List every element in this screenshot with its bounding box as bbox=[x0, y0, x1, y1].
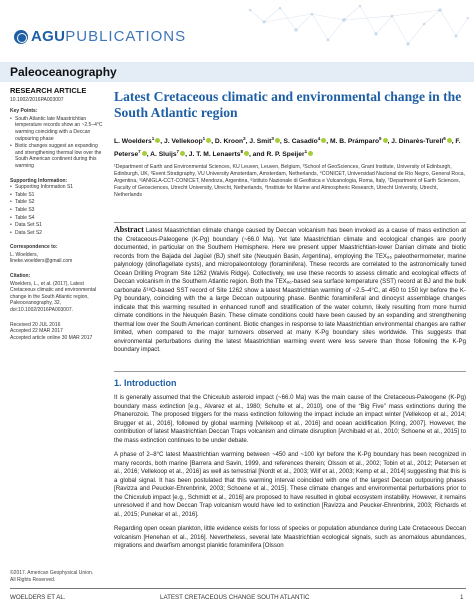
correspondence-name: L. Woelders, bbox=[10, 251, 38, 258]
author-affiliation-number: 4 bbox=[317, 136, 321, 141]
author-affiliation-number: 1 bbox=[304, 149, 308, 155]
abstract-label: Abstract bbox=[114, 225, 144, 234]
author-affiliation-number: 5 bbox=[379, 136, 382, 141]
globe-icon bbox=[14, 30, 28, 44]
author-affiliation-number: 1 bbox=[151, 136, 155, 141]
abstract bbox=[114, 226, 466, 355]
accepted-date: Accepted 22 MAR 2017 bbox=[10, 328, 63, 335]
affiliations: ¹Department of Earth and Environmental Sciences, KU Leuven, Leuven, Belgium, ²School of GeoSciences, Grant Institute, University of Edinburgh, Edinburgh, UK, ³Event Stratigraphy, VU University Amsterdam, Amsterdam, Netherlands, ⁴CONICET, Universidad Nacional de Río Negro, General Roca, Argentina, ⁵IANIGLA-CCT-CONICET, Mendoza, Argentina, ⁶Istituto Nazionale di Geofisica e Vulcanologia, Roma, Italy, ⁷Department of Earth Sciences, Faculty of Geosciences, Utrecht University, Utrecht, Netherlands, ⁸Institute for Marine and Atmospheric Research, Utrecht University, Utrecht, Netherlands bbox=[114, 164, 465, 199]
logo-suffix: PUBLICATIONS bbox=[65, 28, 187, 45]
key-point: • Biotic changes suggest an expanding and strengthening thermal low over the South American continent during this warming bbox=[10, 143, 104, 169]
agu-publications-logo bbox=[14, 28, 186, 45]
article-type: RESEARCH ARTICLE bbox=[10, 86, 87, 95]
supporting-item[interactable]: • Table S4 bbox=[10, 215, 104, 222]
author-name[interactable]: M. B. Prámparo bbox=[329, 138, 380, 146]
supporting-item[interactable]: • Supporting Information S1 bbox=[10, 184, 104, 191]
article-header bbox=[114, 82, 466, 199]
author-name[interactable]: L. Woelders bbox=[114, 138, 152, 146]
author-separator: , bbox=[146, 151, 151, 159]
received-date: Received 20 JUL 2016 bbox=[10, 321, 61, 328]
author-name[interactable]: J. Vellekoop bbox=[164, 138, 203, 146]
author-affiliation-number: 2 bbox=[243, 136, 246, 141]
article-title: Latest Cretaceous climatic and environmental change in the South Atlantic region bbox=[114, 89, 462, 120]
author-separator: , and bbox=[248, 151, 267, 159]
abstract-box bbox=[114, 222, 466, 372]
author-separator: , bbox=[326, 138, 330, 146]
author-separator: , bbox=[185, 151, 189, 159]
abstract-text: Latest Maastrichtian climate change caused by Deccan volcanism has been invoked as a cause of mass extinction at the Cretaceous-Paleogene (K-Pg) boundary (~66.0 Ma). Yet late Maastrichtian climate and ecological changes are poorly documented, in particular on the Southern Hemisphere. Here we present upper Maastrichtian-lower Danian climate and biotic records from the Bajada del Jagüel (BJ) shelf site (Neuquén Basin, Argentina), employing the TEX₈₆ paleothermometer, marine palynology (dinoflagellate cysts), and micropaleontology (foraminifera). These records are correlated to the astronomically tuned Ocean Drilling Program Site 1262 (Walvis Ridge). Collectively, we use these records to assess climatic and ecological effects of Deccan volcanism in the Southern Atlantic region. Both the TEX₈₆-based sea surface temperature (SST) record at BJ and the bulk carbonate δ¹⁸O-based SST record of Site 1262 show a latest Maastrichtian warming of ~2.5–4°C, at 450 to 150 kyr before the K-Pg boundary, coinciding with the a large Deccan outpouring phase. Benthic foraminiferal and dinocyst assemblage changes indicate that this warming resulted in enhanced runoff and stratification of the water column, likely resulting from more humid climate conditions in the Neuquén Basin. These climate conditions could have been caused by an expanding and strengthening thermal low over the South American continent. Biotic changes in response to late Maastrichtian environmental changes are rather limited, when compared to the major turnovers observed at many K-Pg boundary sites worldwide. This suggests that environmental perturbations during the latest Maastrichtian warming event were less severe than those following the K-Pg boundary impact. bbox=[114, 227, 466, 353]
author-affiliation-number: 6 bbox=[443, 136, 446, 141]
key-points-title: Key Points: bbox=[10, 108, 38, 115]
author-separator: , bbox=[211, 138, 215, 146]
paragraph: Regarding open ocean plankton, little evidence exists for loss of species or population abundance during Late Cretaceous Deccan volcanism [Henehan et al., 2016]. Nevertheless, several late Maastrichtian ecological signals, such as anomalous abundances, migrations and dwarfism amongst planktic foraminifera [Olsson bbox=[114, 525, 466, 549]
orcid-icon[interactable] bbox=[308, 151, 313, 156]
author-list bbox=[114, 134, 466, 160]
copyright-line: ©2017. American Geophysical Union. bbox=[10, 570, 94, 576]
author-name[interactable]: J. Smit bbox=[249, 138, 272, 146]
author-affiliation-number: 7 bbox=[138, 149, 141, 155]
author-name[interactable]: F. Peterse bbox=[114, 138, 461, 159]
article-sidebar bbox=[10, 88, 104, 341]
correspondence-email[interactable]: lineke.woelders@gmail.com bbox=[10, 258, 73, 265]
author-affiliation-number: 8 bbox=[240, 149, 243, 155]
citation-text: Woelders, L., et al. (2017), Latest Cretaceous climatic and environmental change in the South Atlantic region, Paleoceanography, 32, doi:10.1002/2016PA003007. bbox=[10, 280, 97, 314]
citation-title: Citation: bbox=[10, 273, 31, 280]
author-name[interactable]: D. Kroon bbox=[214, 138, 244, 146]
author-name[interactable]: J. T. M. Lenaerts bbox=[188, 151, 241, 159]
author-name[interactable]: S. Casadío bbox=[283, 138, 318, 146]
author-name[interactable]: J. Dinarès-Turell bbox=[391, 138, 444, 146]
paragraph: It is generally assumed that the Chicxulub asteroid impact (~66.0 Ma) was the main cause of the Cretaceous-Paleogene (K-Pg) boundary mass extinction [e.g., Alvarez et al., 1980; Schulte et al., 2010], one of the “Big Five” mass extinctions during the Phanerozoic. The proposed triggers for the mass extinction following the impact include an impact winter [Vellekoop et al., 2014; Brugger et al., 2016], followed by global warming [Vellekoop et al., 2016] and ocean acidification [Kring, 2007]. However, the contribution of latest Maastrichtian Deccan Traps volcanism and climate disruption [Archibald et al., 2010; Schoene et al., 2015] to the mass extinction continues to be under debate. bbox=[114, 394, 466, 444]
key-point: • South Atlantic late Maastrichtian temperature records show an ~2.5–4°C warming coinciding with a Deccan outpouring phase bbox=[10, 116, 104, 142]
correspondence-title: Correspondence to: bbox=[10, 244, 58, 251]
decorative-pattern bbox=[230, 0, 474, 58]
copyright bbox=[10, 570, 93, 583]
doi[interactable]: 10.1002/2016PA003007 bbox=[10, 96, 64, 103]
author-separator: , bbox=[387, 138, 392, 146]
author-affiliation-number: 7 bbox=[176, 149, 180, 155]
publisher-header bbox=[0, 0, 474, 62]
author-separator: , bbox=[245, 138, 250, 146]
author-separator: , bbox=[451, 138, 456, 146]
page-number: 1 bbox=[460, 594, 464, 601]
author-separator: , bbox=[160, 138, 165, 146]
supporting-info-list bbox=[10, 184, 104, 236]
copyright-line: All Rights Reserved. bbox=[10, 576, 56, 583]
introduction-section bbox=[114, 378, 466, 557]
footer-authors: WOELDERS ET AL. bbox=[10, 594, 66, 601]
author-name[interactable]: A. Sluijs bbox=[150, 151, 177, 159]
supporting-item[interactable]: • Table S2 bbox=[10, 199, 104, 206]
supporting-item[interactable]: • Table S1 bbox=[10, 192, 104, 199]
online-date: Accepted article online 30 MAR 2017 bbox=[10, 334, 93, 341]
supporting-item[interactable]: • Data Set S1 bbox=[10, 222, 104, 229]
journal-name: Paleoceanography bbox=[10, 65, 117, 79]
author-separator: , bbox=[279, 138, 284, 146]
author-affiliation-number: 1 bbox=[202, 136, 206, 141]
supporting-item[interactable]: • Table S3 bbox=[10, 207, 104, 214]
supporting-item[interactable]: • Data Set S2 bbox=[10, 230, 104, 237]
logo-brand: AGU bbox=[31, 28, 66, 45]
supporting-info-title: Supporting Information: bbox=[10, 177, 68, 184]
author-name[interactable]: R. P. Speijer bbox=[266, 151, 305, 159]
footer-running-title: LATEST CRETACEOUS CHANGE SOUTH ATLANTIC bbox=[160, 594, 310, 601]
footer-divider bbox=[10, 588, 466, 589]
section-heading: 1. Introduction bbox=[114, 378, 177, 388]
author-affiliation-number: 3 bbox=[271, 136, 274, 141]
key-points-list bbox=[10, 116, 104, 170]
paragraph: A phase of 2–8°C latest Maastrichtian warming between ~450 and ~100 kyr before the K-Pg boundary has been recognized in many records, both marine [Barrera and Savin, 1999, and references therein; Olsson et al., 2002; Tobin et al., 2012; Petersen et al., 2016; Vellekoop et al., 2016] as well as terrestrial [Nordt et al., 2003; Wilf et al., 2003; Kemp et al., 2014] suggesting that this is a global signal. It has been postulated that this warming interval coincided with one of the largest Deccan outpouring phases [Ravizza and Peucker-Ehrenbrink, 2003; Schoene et al., 2015]. These climate changes and environmental perturbations prior to the Chicxulub impact [e.g., Schmidt et al., 2016] are proposed to have resulted in global ecosystem instability. However, it remains unresolved if and how Deccan Trap volcanism would have led to extinction [Ravizza and Peucker-Ehrenbrink, 2003; Richards et al., 2015; Punekar et al., 2016]. bbox=[114, 451, 466, 518]
